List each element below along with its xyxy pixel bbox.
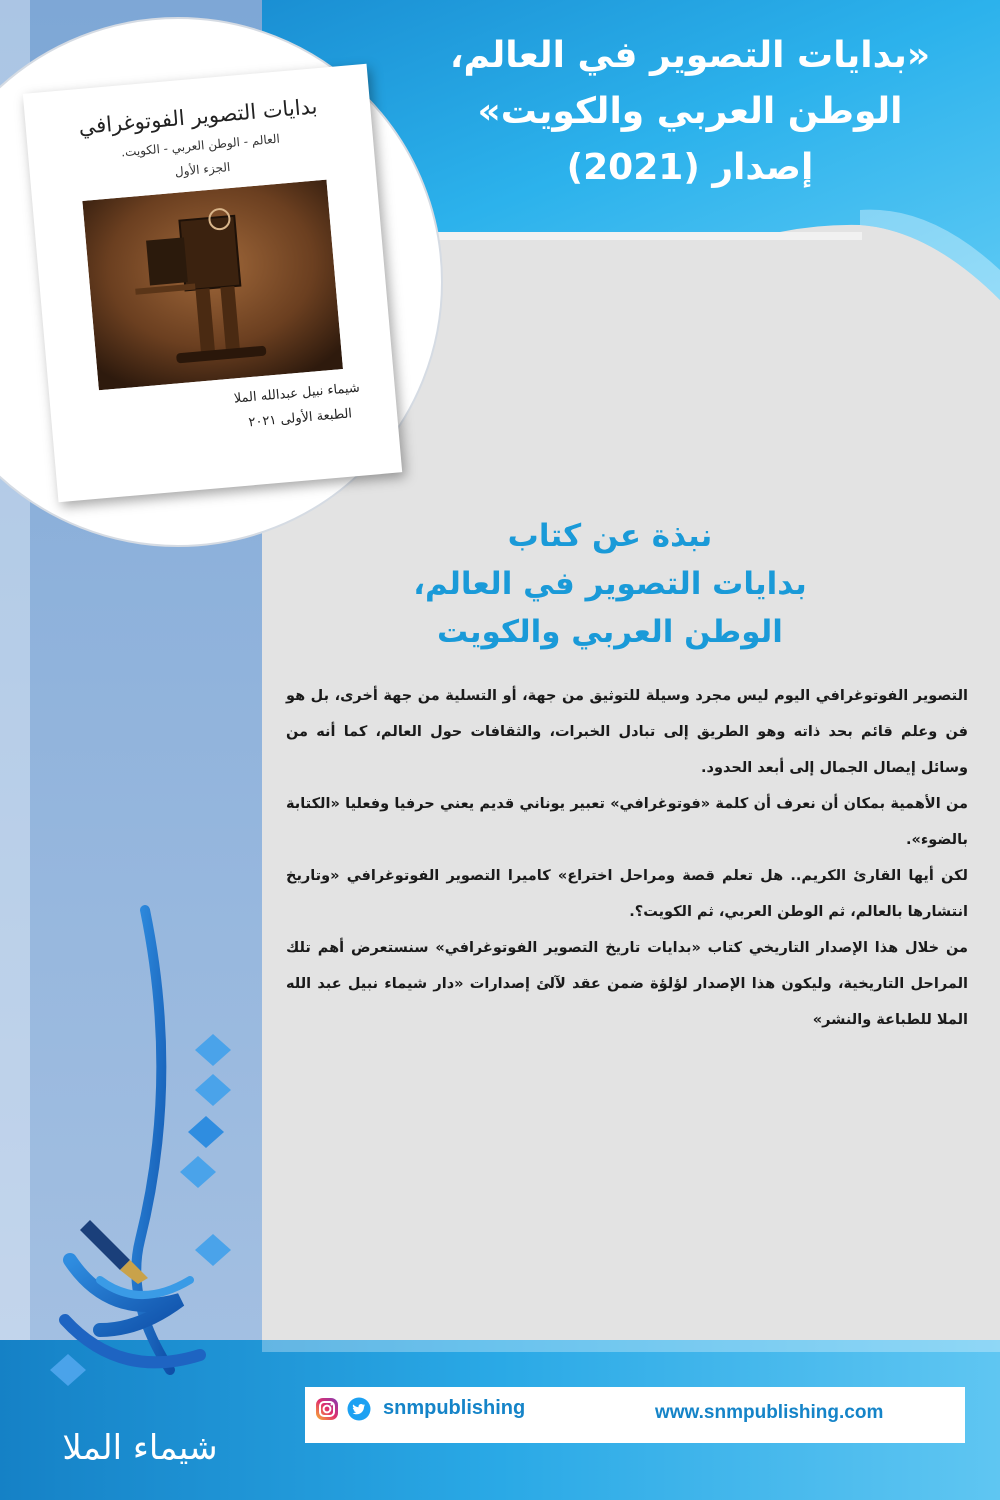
header-line: «بدايات التصوير في العالم، — [449, 35, 931, 76]
body-paragraph: من الأهمية بمكان أن نعرف أن كلمة «فوتوغرافي» تعبير يوناني قديم يعني حرفيا وفعليا «الكتابة بالضوء». — [286, 796, 968, 848]
about-line: نبذة عن كتاب — [507, 518, 713, 554]
book-subtitle: العالم - الوطن العربي - الكويت. — [120, 131, 281, 160]
calligraphy-logo-icon — [30, 900, 250, 1420]
body-paragraph: لكن أيها القارئ الكريم.. هل تعلم قصة ومراحل اختراع» كاميرا التصوير الفوتوغرافي «وتاريخ انتشارها بالعالم، ثم الوطن العربي، ثم الكويت؟. — [286, 868, 968, 920]
camera-photo — [82, 180, 343, 391]
twitter-icon[interactable] — [347, 1397, 371, 1421]
about-line: الوطن العربي والكويت — [437, 614, 783, 650]
social-handle[interactable]: snmpublishing — [383, 1397, 526, 1419]
bottom-band-edge — [262, 1340, 1000, 1352]
header-line: إصدار (2021) — [566, 147, 814, 188]
book-edition: الطبعة الأولى ٢٠٢١ — [247, 406, 353, 431]
header-title — [430, 28, 950, 196]
book-part: الجزء الأول — [174, 160, 231, 179]
logo-text: شيماء الملا — [62, 1428, 218, 1468]
book-cover — [23, 64, 402, 503]
website-link[interactable]: www.snmpublishing.com — [655, 1402, 884, 1423]
about-line: بدايات التصوير في العالم، — [413, 566, 807, 602]
header-line: الوطن العربي والكويت» — [477, 91, 903, 132]
instagram-icon[interactable] — [315, 1397, 339, 1421]
body-text — [286, 678, 968, 1038]
book-author: شيماء نبيل عبدالله الملا — [233, 380, 361, 407]
body-paragraph: التصوير الفوتوغرافي اليوم ليس مجرد وسيلة للتوثيق من جهة، أو التسلية من جهة أخرى، بل هو فن وعلم قائم بحد ذاته وهو الطريق إلى تبادل الخبرات، والثقافات حول العالم، كما أنه من وسائل إيصال الجمال إلى أبعد الحدود. — [286, 688, 968, 776]
book-title: بدايات التصوير الفوتوغرافي — [77, 94, 319, 140]
body-paragraph: من خلال هذا الإصدار التاريخي كتاب «بدايات تاريخ التصوير الفوتوغرافي» سنستعرض أهم تلك المراحل التاريخية، وليكون هذا الإصدار لؤلؤة ضمن عقد لآلئ إصدارات «دار شيماء نبيل عبد الله الملا للطباعة والنشر» — [286, 940, 968, 1028]
about-heading — [330, 512, 890, 656]
